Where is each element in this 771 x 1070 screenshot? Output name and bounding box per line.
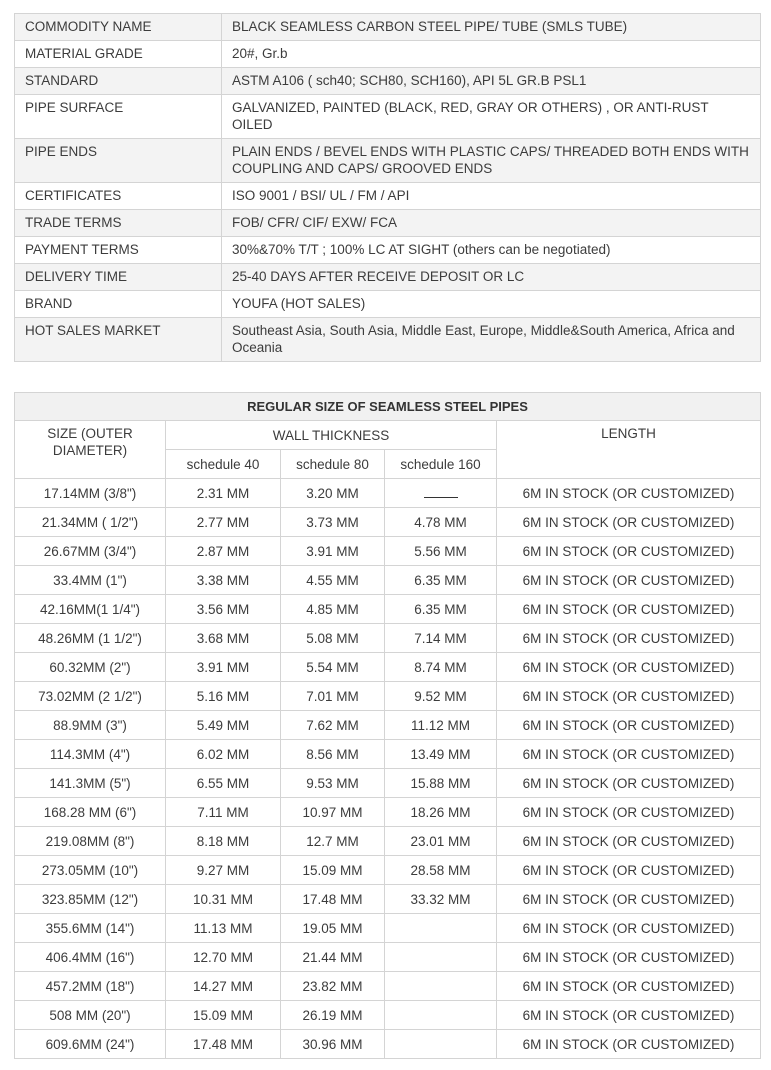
- table-row: [15, 943, 761, 972]
- table-row: [15, 769, 761, 798]
- cell-length: 6M IN STOCK (OR CUSTOMIZED): [497, 1001, 761, 1030]
- cell-size: 48.26MM (1 1/2"): [15, 624, 166, 653]
- table-row: [15, 798, 761, 827]
- spec-row: [15, 41, 761, 68]
- table-row: [15, 624, 761, 653]
- spec-row: [15, 68, 761, 95]
- cell-sch160: [385, 1030, 497, 1059]
- table-row: [15, 885, 761, 914]
- cell-sch80: 3.20 MM: [281, 479, 385, 508]
- cell-sch80: 3.73 MM: [281, 508, 385, 537]
- cell-size: 273.05MM (10"): [15, 856, 166, 885]
- cell-sch160: [385, 972, 497, 1001]
- cell-length: 6M IN STOCK (OR CUSTOMIZED): [497, 711, 761, 740]
- cell-sch80: 30.96 MM: [281, 1030, 385, 1059]
- cell-sch160: 23.01 MM: [385, 827, 497, 856]
- cell-sch40: 3.56 MM: [166, 595, 281, 624]
- cell-sch160: 28.58 MM: [385, 856, 497, 885]
- cell-sch160: 15.88 MM: [385, 769, 497, 798]
- size-table-caption: REGULAR SIZE OF SEAMLESS STEEL PIPES: [15, 393, 761, 421]
- cell-sch80: 8.56 MM: [281, 740, 385, 769]
- spec-value: 25-40 DAYS AFTER RECEIVE DEPOSIT OR LC: [222, 264, 761, 291]
- cell-sch40: 2.87 MM: [166, 537, 281, 566]
- cell-sch40: 2.77 MM: [166, 508, 281, 537]
- cell-size: 323.85MM (12"): [15, 885, 166, 914]
- cell-length: 6M IN STOCK (OR CUSTOMIZED): [497, 827, 761, 856]
- header-size: SIZE (OUTER DIAMETER): [15, 421, 166, 479]
- table-row: [15, 914, 761, 943]
- dash-mark: [424, 485, 458, 498]
- spec-label: HOT SALES MARKET: [15, 318, 222, 362]
- cell-length: 6M IN STOCK (OR CUSTOMIZED): [497, 1030, 761, 1059]
- table-row: [15, 479, 761, 508]
- spec-label: TRADE TERMS: [15, 210, 222, 237]
- size-table-body: [15, 393, 761, 1059]
- spec-table-body: [15, 14, 761, 362]
- spec-row: [15, 264, 761, 291]
- header-schedule-80: schedule 80: [281, 450, 385, 479]
- spec-label: DELIVERY TIME: [15, 264, 222, 291]
- size-table-caption-row: [15, 393, 761, 421]
- spec-table: [14, 13, 761, 362]
- spec-label: STANDARD: [15, 68, 222, 95]
- table-row: [15, 508, 761, 537]
- spec-value: ASTM A106 ( sch40; SCH80, SCH160), API 5L GR.B PSL1: [222, 68, 761, 95]
- cell-sch80: 15.09 MM: [281, 856, 385, 885]
- cell-length: 6M IN STOCK (OR CUSTOMIZED): [497, 653, 761, 682]
- spec-label: MATERIAL GRADE: [15, 41, 222, 68]
- cell-size: 219.08MM (8"): [15, 827, 166, 856]
- cell-sch160: 18.26 MM: [385, 798, 497, 827]
- spec-row: [15, 14, 761, 41]
- cell-size: 406.4MM (16"): [15, 943, 166, 972]
- cell-sch40: 9.27 MM: [166, 856, 281, 885]
- cell-size: 26.67MM (3/4"): [15, 537, 166, 566]
- spec-value: ISO 9001 / BSI/ UL / FM / API: [222, 183, 761, 210]
- cell-sch160: [385, 479, 497, 508]
- cell-sch160: 11.12 MM: [385, 711, 497, 740]
- cell-size: 73.02MM (2 1/2"): [15, 682, 166, 711]
- spec-row: [15, 318, 761, 362]
- spec-label: CERTIFICATES: [15, 183, 222, 210]
- cell-length: 6M IN STOCK (OR CUSTOMIZED): [497, 624, 761, 653]
- cell-size: 114.3MM (4"): [15, 740, 166, 769]
- cell-size: 141.3MM (5"): [15, 769, 166, 798]
- cell-sch160: 6.35 MM: [385, 566, 497, 595]
- table-row: [15, 740, 761, 769]
- header-schedule-40: schedule 40: [166, 450, 281, 479]
- cell-sch40: 15.09 MM: [166, 1001, 281, 1030]
- spec-label: PIPE SURFACE: [15, 95, 222, 139]
- cell-sch40: 3.68 MM: [166, 624, 281, 653]
- cell-sch80: 17.48 MM: [281, 885, 385, 914]
- cell-sch80: 5.54 MM: [281, 653, 385, 682]
- spec-value: BLACK SEAMLESS CARBON STEEL PIPE/ TUBE (SMLS TUBE): [222, 14, 761, 41]
- table-row: [15, 537, 761, 566]
- cell-sch160: [385, 1001, 497, 1030]
- spec-value: GALVANIZED, PAINTED (BLACK, RED, GRAY OR OTHERS) , OR ANTI-RUST OILED: [222, 95, 761, 139]
- cell-sch80: 7.01 MM: [281, 682, 385, 711]
- spec-label: COMMODITY NAME: [15, 14, 222, 41]
- spec-row: [15, 237, 761, 264]
- cell-sch160: 4.78 MM: [385, 508, 497, 537]
- table-row: [15, 856, 761, 885]
- cell-length: 6M IN STOCK (OR CUSTOMIZED): [497, 856, 761, 885]
- cell-sch160: 33.32 MM: [385, 885, 497, 914]
- spec-value: YOUFA (HOT SALES): [222, 291, 761, 318]
- cell-sch40: 2.31 MM: [166, 479, 281, 508]
- cell-length: 6M IN STOCK (OR CUSTOMIZED): [497, 479, 761, 508]
- cell-sch40: 3.91 MM: [166, 653, 281, 682]
- cell-sch80: 4.85 MM: [281, 595, 385, 624]
- spec-value: Southeast Asia, South Asia, Middle East, Europe, Middle&South America, Africa and Oceania: [222, 318, 761, 362]
- table-row: [15, 653, 761, 682]
- cell-size: 168.28 MM (6"): [15, 798, 166, 827]
- spec-row: [15, 95, 761, 139]
- cell-length: 6M IN STOCK (OR CUSTOMIZED): [497, 798, 761, 827]
- cell-length: 6M IN STOCK (OR CUSTOMIZED): [497, 943, 761, 972]
- spec-value: FOB/ CFR/ CIF/ EXW/ FCA: [222, 210, 761, 237]
- cell-sch160: 13.49 MM: [385, 740, 497, 769]
- cell-sch160: 8.74 MM: [385, 653, 497, 682]
- spec-value: PLAIN ENDS / BEVEL ENDS WITH PLASTIC CAPS/ THREADED BOTH ENDS WITH COUPLING AND CAPS/ GROOVED ENDS: [222, 139, 761, 183]
- spec-label: PIPE ENDS: [15, 139, 222, 183]
- cell-length: 6M IN STOCK (OR CUSTOMIZED): [497, 508, 761, 537]
- cell-sch160: 5.56 MM: [385, 537, 497, 566]
- cell-size: 21.34MM ( 1/2"): [15, 508, 166, 537]
- cell-sch40: 10.31 MM: [166, 885, 281, 914]
- cell-sch40: 14.27 MM: [166, 972, 281, 1001]
- cell-sch160: [385, 914, 497, 943]
- table-row: [15, 1001, 761, 1030]
- cell-sch160: 9.52 MM: [385, 682, 497, 711]
- cell-size: 88.9MM (3"): [15, 711, 166, 740]
- header-wall-thickness: WALL THICKNESS: [166, 421, 497, 450]
- cell-sch80: 23.82 MM: [281, 972, 385, 1001]
- cell-length: 6M IN STOCK (OR CUSTOMIZED): [497, 595, 761, 624]
- cell-size: 508 MM (20"): [15, 1001, 166, 1030]
- cell-sch40: 11.13 MM: [166, 914, 281, 943]
- size-table-header-row: [15, 421, 761, 450]
- cell-sch80: 10.97 MM: [281, 798, 385, 827]
- cell-length: 6M IN STOCK (OR CUSTOMIZED): [497, 566, 761, 595]
- cell-sch40: 7.11 MM: [166, 798, 281, 827]
- cell-sch40: 5.49 MM: [166, 711, 281, 740]
- table-row: [15, 1030, 761, 1059]
- table-row: [15, 682, 761, 711]
- cell-sch160: 7.14 MM: [385, 624, 497, 653]
- cell-length: 6M IN STOCK (OR CUSTOMIZED): [497, 769, 761, 798]
- cell-sch160: 6.35 MM: [385, 595, 497, 624]
- spec-row: [15, 183, 761, 210]
- cell-sch80: 7.62 MM: [281, 711, 385, 740]
- cell-length: 6M IN STOCK (OR CUSTOMIZED): [497, 914, 761, 943]
- cell-length: 6M IN STOCK (OR CUSTOMIZED): [497, 740, 761, 769]
- cell-size: 60.32MM (2"): [15, 653, 166, 682]
- cell-sch40: 8.18 MM: [166, 827, 281, 856]
- cell-sch80: 19.05 MM: [281, 914, 385, 943]
- cell-sch80: 4.55 MM: [281, 566, 385, 595]
- cell-size: 17.14MM (3/8"): [15, 479, 166, 508]
- cell-sch40: 17.48 MM: [166, 1030, 281, 1059]
- table-row: [15, 711, 761, 740]
- spec-row: [15, 139, 761, 183]
- cell-sch40: 6.02 MM: [166, 740, 281, 769]
- cell-sch160: [385, 943, 497, 972]
- cell-length: 6M IN STOCK (OR CUSTOMIZED): [497, 682, 761, 711]
- cell-sch40: 6.55 MM: [166, 769, 281, 798]
- cell-sch80: 5.08 MM: [281, 624, 385, 653]
- cell-sch80: 3.91 MM: [281, 537, 385, 566]
- spec-row: [15, 291, 761, 318]
- cell-sch80: 21.44 MM: [281, 943, 385, 972]
- cell-sch40: 3.38 MM: [166, 566, 281, 595]
- cell-size: 33.4MM (1"): [15, 566, 166, 595]
- size-table: [14, 392, 761, 1059]
- spec-label: BRAND: [15, 291, 222, 318]
- cell-length: 6M IN STOCK (OR CUSTOMIZED): [497, 537, 761, 566]
- cell-sch80: 9.53 MM: [281, 769, 385, 798]
- header-length: LENGTH: [497, 421, 761, 479]
- spec-value: 20#, Gr.b: [222, 41, 761, 68]
- cell-length: 6M IN STOCK (OR CUSTOMIZED): [497, 972, 761, 1001]
- header-schedule-160: schedule 160: [385, 450, 497, 479]
- table-row: [15, 566, 761, 595]
- cell-size: 609.6MM (24"): [15, 1030, 166, 1059]
- spec-label: PAYMENT TERMS: [15, 237, 222, 264]
- spec-value: 30%&70% T/T ; 100% LC AT SIGHT (others can be negotiated): [222, 237, 761, 264]
- table-row: [15, 595, 761, 624]
- cell-size: 42.16MM(1 1/4"): [15, 595, 166, 624]
- cell-length: 6M IN STOCK (OR CUSTOMIZED): [497, 885, 761, 914]
- table-row: [15, 972, 761, 1001]
- cell-size: 355.6MM (14"): [15, 914, 166, 943]
- cell-size: 457.2MM (18"): [15, 972, 166, 1001]
- cell-sch40: 12.70 MM: [166, 943, 281, 972]
- cell-sch40: 5.16 MM: [166, 682, 281, 711]
- table-row: [15, 827, 761, 856]
- cell-sch80: 26.19 MM: [281, 1001, 385, 1030]
- cell-sch80: 12.7 MM: [281, 827, 385, 856]
- spec-row: [15, 210, 761, 237]
